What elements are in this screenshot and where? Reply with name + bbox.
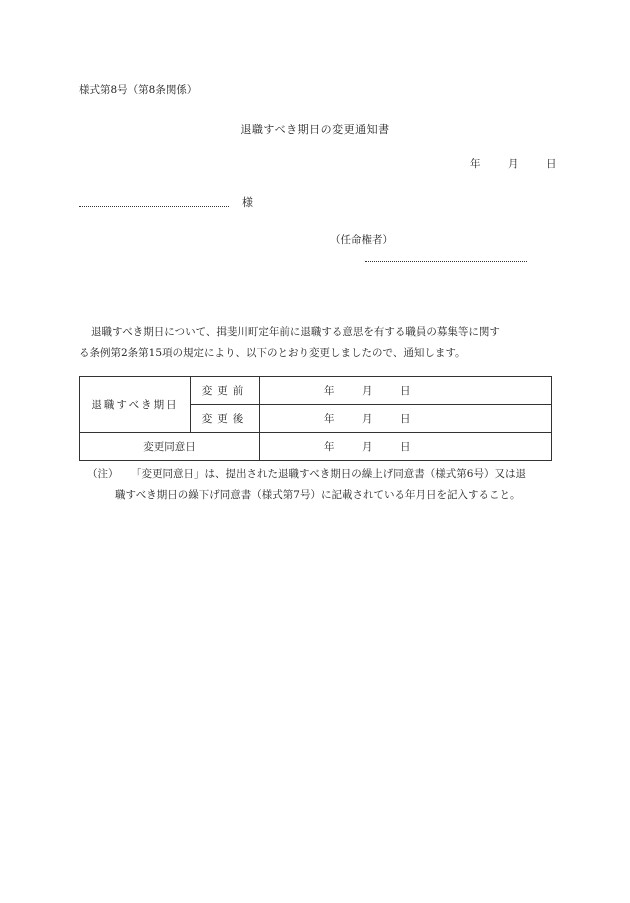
change-table bbox=[79, 376, 552, 461]
before-day: 日 bbox=[400, 385, 411, 397]
body-line-1 bbox=[79, 322, 555, 343]
after-day: 日 bbox=[400, 413, 411, 425]
appointer-line bbox=[365, 261, 527, 262]
consent-date-label: 変更同意日 bbox=[80, 433, 260, 461]
form-number: 様式第8号（第8条関係） bbox=[79, 84, 198, 96]
addressee-line bbox=[79, 206, 229, 207]
body-line-1-text: 退職すべき期日について、揖斐川町定年前に退職する意思を有する職員の募集等に関す bbox=[91, 326, 500, 338]
date-year: 年 bbox=[470, 158, 481, 170]
appointer-label: （任命権者） bbox=[330, 234, 393, 246]
before-year: 年 bbox=[324, 385, 335, 397]
body-line-2 bbox=[79, 343, 555, 364]
honorific: 様 bbox=[242, 196, 253, 209]
before-month: 月 bbox=[362, 385, 373, 397]
after-label: 変更後 bbox=[191, 405, 260, 433]
consent-month: 月 bbox=[362, 441, 373, 453]
table-row bbox=[80, 433, 552, 461]
date-day: 日 bbox=[546, 158, 557, 170]
document-title: 退職すべき期日の変更通知書 bbox=[240, 123, 390, 136]
table-row bbox=[80, 377, 552, 405]
after-month: 月 bbox=[362, 413, 373, 425]
consent-day: 日 bbox=[400, 441, 411, 453]
consent-year: 年 bbox=[324, 441, 335, 453]
before-date bbox=[260, 377, 552, 405]
note-line-1-text: 「変更同意日」は、提出された退職すべき期日の繰上げ同意書（様式第6号）又は退 bbox=[131, 468, 526, 480]
note-line-1 bbox=[79, 464, 559, 485]
before-label: 変更前 bbox=[191, 377, 260, 405]
after-year: 年 bbox=[324, 413, 335, 425]
issue-date bbox=[470, 156, 557, 171]
note-line-2: 職すべき期日の繰下げ同意書（様式第7号）に記載されている年月日を記入すること。 bbox=[115, 489, 521, 501]
retirement-date-label: 退職すべき期日 bbox=[80, 377, 191, 433]
consent-date bbox=[260, 433, 552, 461]
date-month: 月 bbox=[508, 158, 519, 170]
body-line-2-text: る条例第2条第15項の規定により、以下のとおり変更しましたので、通知します。 bbox=[79, 347, 466, 359]
body-text bbox=[79, 322, 555, 364]
note bbox=[79, 464, 559, 506]
note-marker: （注） bbox=[87, 468, 119, 480]
after-date bbox=[260, 405, 552, 433]
